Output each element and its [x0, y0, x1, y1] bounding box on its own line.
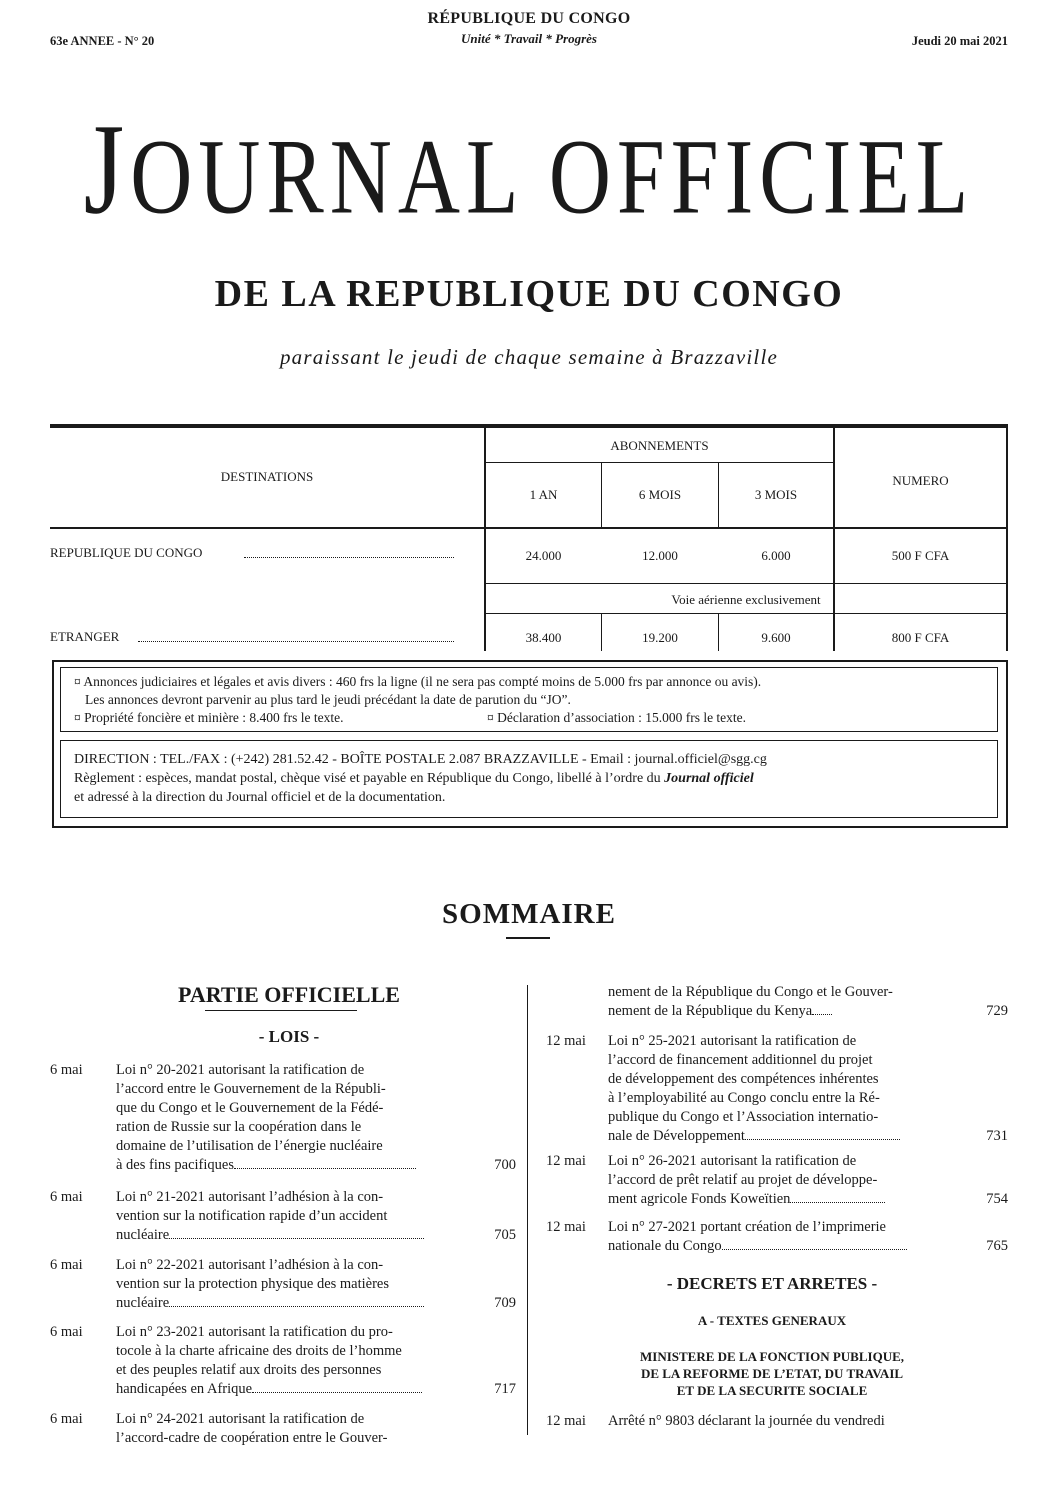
entry-page: 754: [986, 1191, 1008, 1207]
entry-date: 12 mai: [546, 1033, 586, 1049]
entry-line: Loi n° 24-2021 autorisant la ratification de: [116, 1411, 365, 1427]
entry-page: 731: [986, 1128, 1008, 1144]
entry-line: à l’employabilité au Congo conclu entre la Ré-: [608, 1090, 880, 1106]
ministere-line: DE LA REFORME DE L’ETAT, DU TRAVAIL: [640, 1366, 904, 1381]
notice-line: ¤ Propriété foncière et minière : 8.400 frs le texte.: [74, 710, 344, 725]
entry-date: 6 mai: [50, 1189, 83, 1205]
journal-tagline: paraissant le jeudi de chaque semaine à Brazzaville: [279, 345, 779, 369]
destinations-header: DESTINATIONS: [220, 469, 314, 484]
entry-line-text: nale de Développement: [608, 1128, 745, 1144]
column-divider: [527, 985, 528, 1435]
table-top-rule: [50, 424, 1008, 428]
ministere-line: MINISTERE DE LA FONCTION PUBLIQUE,: [639, 1349, 905, 1364]
entry-line: [608, 1002, 832, 1021]
payment-text: Règlement : espèces, mandat postal, chèque visé et payable en République du Congo, libellé à l’ordre du: [74, 771, 665, 786]
issue-date: Jeudi 20 mai 2021: [911, 34, 1008, 48]
partie-officielle-heading: PARTIE OFFICIELLE: [178, 982, 400, 1007]
dot-leader: [252, 1392, 422, 1393]
entry-line-text: ment agricole Fonds Koweïtien: [608, 1191, 791, 1207]
price-1an: 38.400: [525, 630, 562, 645]
entry-page: 729: [986, 1003, 1008, 1019]
sommaire-entry: [50, 1188, 516, 1248]
textes-generaux-heading: A - TEXTES GENERAUX: [697, 1313, 847, 1328]
price-6mois: 19.200: [642, 630, 678, 645]
sommaire-entry: [546, 983, 1008, 1023]
entry-line: tocole à la charte africaine des droits de l’homme: [116, 1343, 402, 1359]
table-hline: [484, 613, 1008, 614]
notice-line: ¤ Déclaration d’association : 15.000 frs le texte.: [487, 710, 747, 725]
col-3mois: 3 MOIS: [754, 487, 798, 502]
title-rest: OURNAL OFFICIEL: [130, 116, 975, 237]
sommaire-entry: [546, 1032, 1008, 1150]
notice-line: ¤ Annonces judiciaires et légales et avis divers : 460 frs la ligne (il ne sera pas compté moins de 5.000 frs par annonce ou avis).: [74, 674, 762, 689]
sommaire-rule: [506, 937, 550, 939]
dot-leader: [745, 1139, 900, 1140]
col-1an: 1 AN: [529, 487, 558, 502]
table-vline: [1006, 428, 1008, 651]
price-numero: 800 F CFA: [891, 630, 950, 645]
entry-line: Loi n° 27-2021 portant création de l’imprimerie: [608, 1219, 886, 1235]
entry-line-text: handicapées en Afrique: [116, 1381, 253, 1397]
notice-line: Les annonces devront parvenir au plus tard le jeudi précédant la date de parution du “JO”.: [85, 692, 571, 707]
price-numero: 500 F CFA: [891, 548, 950, 563]
dot-leader: [234, 1168, 416, 1169]
ministere-heading: [536, 1348, 1008, 1399]
entry-line: Loi n° 20-2021 autorisant la ratification de: [116, 1062, 365, 1078]
header-republic: RÉPUBLIQUE DU CONGO: [427, 10, 631, 27]
entry-line-text: nucléaire: [116, 1295, 170, 1311]
sommaire-entry: [50, 1410, 516, 1450]
price-3mois: 9.600: [761, 630, 791, 645]
price-1an: 24.000: [525, 548, 562, 563]
entry-line: l’accord entre le Gouvernement de la Républi-: [116, 1081, 386, 1097]
destination-label: REPUBLIQUE DU CONGO: [50, 545, 203, 560]
sommaire-entry: [50, 1061, 516, 1181]
sommaire-entry: [546, 1412, 1008, 1432]
entry-date: 6 mai: [50, 1324, 83, 1340]
direction-contact: DIRECTION : TEL./FAX : (+242) 281.52.42 - BOÎTE POSTALE 2.087 BRAZZAVILLE - Email : journal.officiel@sgg.cg: [74, 752, 767, 767]
lois-heading: - LOIS -: [258, 1027, 320, 1046]
dot-leader: [812, 1014, 832, 1015]
entry-date: 12 mai: [546, 1153, 586, 1169]
entry-line: Loi n° 23-2021 autorisant la ratification du pro-: [116, 1324, 393, 1340]
entry-date: 6 mai: [50, 1411, 83, 1427]
entry-line: que du Congo et le Gouvernement de la Fédé-: [116, 1100, 384, 1116]
sommaire-entry: [50, 1256, 516, 1316]
entry-line: et des peuples relatif aux droits des personnes: [116, 1362, 382, 1378]
entry-line: [608, 1127, 900, 1146]
dot-leader: [138, 640, 454, 642]
entry-date: 12 mai: [546, 1219, 586, 1235]
entry-line: Loi n° 22-2021 autorisant l’adhésion à la con-: [116, 1257, 384, 1273]
dot-leader: [790, 1202, 885, 1203]
edition-number: 63e ANNEE - N° 20: [50, 34, 155, 48]
entry-line: [116, 1226, 424, 1245]
dot-leader: [722, 1249, 907, 1250]
decrets-heading: - DECRETS ET ARRETES -: [666, 1274, 878, 1293]
table-header-rule: [50, 527, 1008, 529]
entry-page: 765: [986, 1238, 1008, 1254]
entry-line: vention sur la protection physique des matières: [116, 1276, 390, 1292]
entry-line: [116, 1380, 422, 1399]
entry-page: 700: [494, 1157, 516, 1173]
entry-line: [608, 1190, 885, 1209]
entry-date: 6 mai: [50, 1062, 83, 1078]
table-hline: [484, 583, 1008, 584]
direction-address: et adressé à la direction du Journal officiel et de la documentation.: [74, 790, 446, 805]
price-3mois: 6.000: [761, 548, 791, 563]
destination-label: ETRANGER: [50, 629, 120, 644]
entry-line: l’accord de financement additionnel du projet: [608, 1052, 873, 1068]
entry-page: 717: [494, 1381, 516, 1397]
sommaire-entry: [546, 1218, 1008, 1258]
ministere-line: ET DE LA SECURITE SOCIALE: [676, 1383, 868, 1398]
entry-line: Arrêté n° 9803 déclarant la journée du vendredi: [608, 1413, 885, 1429]
entry-date: 6 mai: [50, 1257, 83, 1273]
sommaire-title: SOMMAIRE: [442, 898, 616, 930]
direction-payment: [74, 769, 754, 788]
partie-rule: [205, 1010, 357, 1011]
entry-line: Loi n° 25-2021 autorisant la ratification de: [608, 1033, 857, 1049]
entry-line-text: nement de la République du Kenya: [608, 1003, 813, 1019]
price-6mois: 12.000: [642, 548, 678, 563]
sommaire-entry: [50, 1323, 516, 1403]
payment-journal: Journal officiel: [664, 771, 754, 786]
entry-line: l’accord-cadre de coopération entre le Gouver-: [116, 1430, 388, 1446]
entry-line: ration de Russie sur la coopération dans le: [116, 1119, 362, 1135]
entry-line: [116, 1294, 424, 1313]
table-hline: [484, 462, 834, 463]
col-6mois: 6 MOIS: [638, 487, 682, 502]
entry-line: l’accord de prêt relatif au projet de développe-: [608, 1172, 878, 1188]
dot-leader: [244, 556, 454, 558]
sommaire-entry: [546, 1152, 1008, 1212]
entry-line: Loi n° 26-2021 autorisant la ratification de: [608, 1153, 857, 1169]
direction-box: [60, 740, 998, 818]
entry-line: publique du Congo et l’Association internatio-: [608, 1109, 879, 1125]
entry-line-text: à des fins pacifiques: [116, 1157, 234, 1173]
entry-line: [116, 1156, 416, 1175]
entry-line: de développement des compétences inhérentes: [608, 1071, 879, 1087]
entry-page: 705: [494, 1227, 516, 1243]
entry-line-text: nucléaire: [116, 1227, 170, 1243]
entry-line: domaine de l’utilisation de l’énergie nucléaire: [116, 1138, 383, 1154]
entry-line-text: nationale du Congo: [608, 1238, 722, 1254]
title-initial: J: [83, 97, 131, 242]
entry-line: [608, 1237, 907, 1256]
numero-header: NUMERO: [892, 473, 949, 488]
entry-line: nement de la République du Congo et le Gouver-: [608, 984, 893, 1000]
notices-box: [60, 667, 998, 732]
air-mail-note: Voie aérienne exclusivement: [671, 592, 821, 607]
header-motto: Unité * Travail * Progrès: [460, 31, 597, 46]
abonnements-header: ABONNEMENTS: [610, 438, 709, 453]
entry-date: 12 mai: [546, 1413, 586, 1429]
journal-subtitle: DE LA REPUBLIQUE DU CONGO: [214, 273, 844, 315]
entry-line: Loi n° 21-2021 autorisant l’adhésion à la con-: [116, 1189, 384, 1205]
dot-leader: [169, 1238, 424, 1239]
dot-leader: [169, 1306, 424, 1307]
entry-page: 709: [494, 1295, 516, 1311]
entry-line: vention sur la notification rapide d’un accident: [116, 1208, 388, 1224]
journal-title: [0, 97, 1058, 242]
